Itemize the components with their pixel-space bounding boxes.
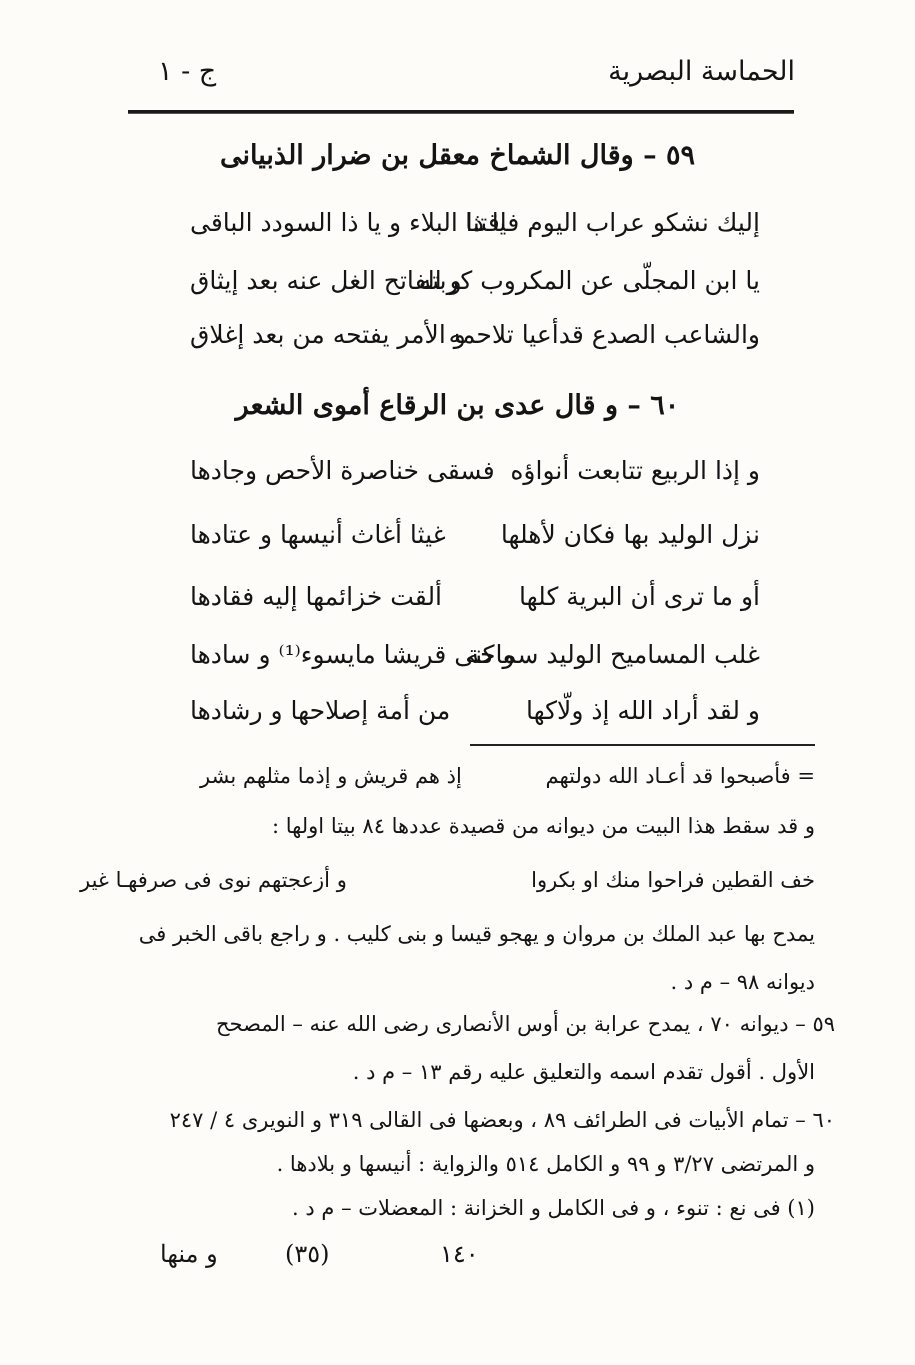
verse-hemistich-second: فسقى خناصرة الأحص وجادها <box>190 456 495 485</box>
verse-hemistich-second: يا ذا البلاء و يا ذا السودد الباقى <box>190 208 507 237</box>
verse-hemistich-first: غلب المسامیح الولید سماحة <box>466 640 760 669</box>
poem-59-title: ٥٩ – وقال الشماخ معقل بن ضرار الذبيانى <box>219 140 696 171</box>
verse-row <box>190 456 760 496</box>
verse-hemistich-first: إليك نشكو عراب اليوم فاقتنا <box>465 208 760 237</box>
running-head-volume: ج - ١ <box>158 56 217 87</box>
verse-row <box>190 520 760 560</box>
verse-hemistich-second: و الفاتح الغل عنه بعد إيثاق <box>190 266 462 295</box>
verse-row <box>190 696 760 736</box>
running-head-title: الحماسة البصرية <box>608 56 795 87</box>
footnote-hemistich-first: خف القطين فراحوا منك او بكروا <box>531 868 815 892</box>
footnote-line: ٦٠ – تمام الأبيات فى الطرائف ٨٩ ، وبعضها فى القالى ٣١٩ و النويرى ٤ / ٢٤٧ <box>169 1108 835 1132</box>
signature-mark: (٣٥) <box>285 1240 330 1268</box>
footnote-line: (١) فى نع : تنوء ، و فى الكامل و الخزانة : المعضلات – م د . <box>292 1196 815 1220</box>
footnote-rule <box>470 744 815 746</box>
verse-row <box>190 208 760 248</box>
verse-hemistich-second: غيثا أغاث أنيسها و عتادها <box>190 520 446 549</box>
verse-hemistich-second: و الأمر يفتحه من بعد إغلاق <box>190 320 466 349</box>
footnote-line: ٥٩ – ديوانه ٧٠ ، يمدح عرابة بن أوس الأنصارى رضى الله عنه – المصحح <box>216 1012 835 1036</box>
verse-hemistich-first: يا ابن المجلّى عن المكروب كربته <box>418 266 760 295</box>
page-number: ١٤٠ <box>440 1240 479 1268</box>
footnote-line: و قد سقط هذا البيت من ديوانه من قصيدة عددها ٨٤ بيتا اولها : <box>271 814 815 838</box>
verse-hemistich-second: ألقت خزائمها إليه فقادها <box>190 582 443 611</box>
footnote-line: الأول . أقول تقدم اسمه والتعليق عليه رقم ١٣ – م د . <box>352 1060 815 1084</box>
header-rule <box>128 110 794 114</box>
verse-hemistich-second: و كنى قريشا مايسوء⁽¹⁾ و سادها <box>190 640 515 669</box>
footnote-line: ديوانه ٩٨ – م د . <box>670 970 815 994</box>
poem-60-title: ٦٠ – و قال عدى بن الرقاع أموى الشعر <box>235 390 680 421</box>
footnote-line: و المرتضى ٣/٢٧ و ٩٩ و الكامل ٥١٤ والزواية : أنيسها و بلادها . <box>276 1152 815 1176</box>
verse-hemistich-second: من أمة إصلاحها و رشادها <box>190 696 451 725</box>
verse-row <box>190 266 760 306</box>
catchword: و منها <box>160 1240 218 1268</box>
verse-row <box>190 582 760 622</box>
verse-row <box>190 320 760 360</box>
footnote-hemistich-first: = فأصبحوا قد أعـاد الله دولتهم <box>545 764 815 788</box>
verse-hemistich-first: و إذا الربيع تتابعت أنواؤه <box>510 456 760 485</box>
footnote-hemistich-second: و أزعجتهم نوى فى صرفهـا غير <box>80 868 347 892</box>
footnote-hemistich-second: إذ هم قريش و إذما مثلهم بشر <box>200 764 462 788</box>
verse-row <box>190 640 760 680</box>
footnote-line: يمدح بها عبد الملك بن مروان و يهجو قيسا و بنى كليب . و راجع باقى الخبر فى <box>138 922 815 946</box>
verse-hemistich-first: أو ما ترى أن البرية كلها <box>519 582 760 611</box>
verse-hemistich-first: و لقد أراد الله إذ ولّاكها <box>526 696 760 725</box>
verse-hemistich-first: والشاعب الصدع قدأعيا تلاحمه <box>448 320 760 349</box>
verse-hemistich-first: نزل الوليد بها فكان لأهلها <box>500 520 760 549</box>
